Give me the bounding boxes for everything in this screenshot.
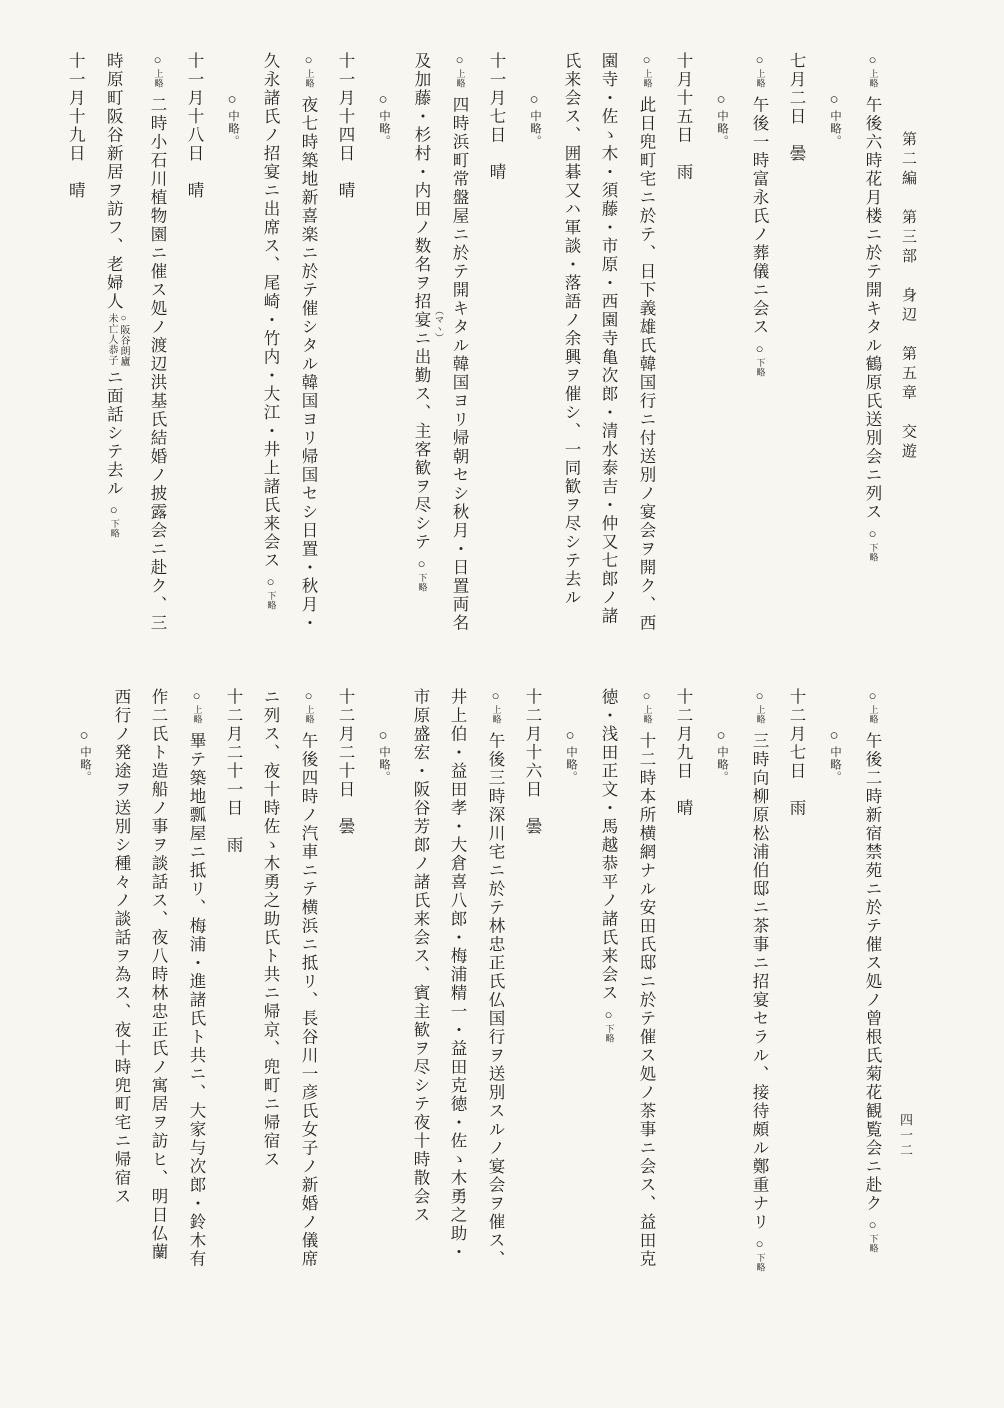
jouryaku-marker <box>299 688 318 724</box>
geryaku-marker <box>412 556 431 592</box>
text-run: 十一月十八日 晴 <box>185 52 204 200</box>
text-run: 午後四時ノ汽車ニテ横浜ニ抵リ、長谷川一彦氏女子ノ新婚ノ儀席 <box>299 732 318 1269</box>
geryaku-marker <box>599 1007 618 1043</box>
diary-text-line <box>411 52 444 652</box>
diary-text-line <box>636 52 656 652</box>
diary-text-line <box>598 688 618 1404</box>
circle-glyph: ○ <box>752 688 767 705</box>
text-run: 十月十五日 雨 <box>674 52 693 182</box>
jouryaku-marker <box>637 52 656 88</box>
text-run: 十一月十四日 晴 <box>336 52 355 200</box>
chuuryaku-marker <box>825 728 844 784</box>
geryaku-marker <box>863 1217 882 1253</box>
marker-small-text: 上略 <box>153 69 164 88</box>
warichu-sub-column: 未亡人恭子 <box>106 313 117 366</box>
jouryaku-marker <box>148 52 167 88</box>
circle-glyph: ○ <box>639 52 654 69</box>
diary-text-line <box>862 688 882 1404</box>
marker-small-text: 中略。 <box>565 746 577 784</box>
circle-glyph: ○ <box>865 525 880 543</box>
chuuryaku-marker <box>525 92 544 148</box>
text-run: 畢テ築地瓢屋ニ抵リ、梅浦・進諸氏ト共ニ、大家与次郎・鈴木有 <box>187 732 206 1269</box>
ellipsis-line <box>74 688 94 1404</box>
text-run: 夜七時築地新喜楽ニ於テ催シタル韓国ヨリ帰国セシ日置・秋月・ <box>299 96 318 633</box>
diary-text-line <box>298 52 318 652</box>
ellipsis-line <box>222 52 242 652</box>
text-run: 午後六時花月楼ニ於テ開キタル鶴原氏送別会ニ列ス <box>863 96 882 522</box>
ellipsis-line <box>373 52 393 652</box>
circle-glyph: ○ <box>224 92 240 110</box>
date-line <box>487 52 506 652</box>
text-run: 徳・浅田正文・馬越恭平ノ諸氏来会ス <box>599 688 618 1003</box>
marker-small-text: 中略。 <box>829 110 841 148</box>
diary-text-line <box>103 52 129 652</box>
text-run: ニ列ス、夜十時佐ゝ木勇之助氏ト共ニ帰京、兜町ニ帰宿ス <box>261 688 280 1169</box>
ellipsis-line <box>711 688 731 1404</box>
diary-text-line <box>186 688 206 1404</box>
diary-text-line <box>599 52 618 652</box>
diary-text-line <box>411 688 430 1404</box>
marker-small-text: 下略 <box>266 591 277 610</box>
marker-small-text: 中略。 <box>227 110 239 148</box>
marker-small-text: 中略。 <box>378 110 390 148</box>
text-run: 七月二日 曇 <box>787 52 806 163</box>
text-run: 二時小石川植物園ニ催ス処ノ渡辺洪基氏結婚ノ披露会ニ赴ク、三 <box>148 96 167 633</box>
date-line <box>224 688 243 1404</box>
marker-small-text: 上略 <box>642 69 653 88</box>
warichu-note <box>105 313 129 367</box>
diary-text-line <box>448 688 467 1404</box>
marker-small-text: 下略 <box>417 572 428 592</box>
date-line <box>336 688 355 1404</box>
jouryaku-marker <box>637 688 656 724</box>
text-run: 三時向柳原松浦伯邸ニ茶事ニ招宴セラル、接待頗ル鄭重ナリ <box>750 732 769 1232</box>
diary-text-line <box>449 52 469 652</box>
circle-glyph: ○ <box>826 728 842 746</box>
circle-glyph: ○ <box>713 728 729 746</box>
jouryaku-marker <box>863 52 882 88</box>
band-bottom <box>58 688 882 1404</box>
diary-text-line <box>636 688 656 1404</box>
marker-small-text: 中略。 <box>79 746 91 784</box>
circle-glyph: ○ <box>865 688 880 705</box>
date-line <box>523 688 542 1404</box>
geryaku-marker <box>750 1236 769 1272</box>
marker-small-text: 中略。 <box>716 110 728 148</box>
running-head: 第二編 第三部 身辺 第五章 交遊 <box>900 131 916 463</box>
text-run: 氏来会ス、囲碁又ハ軍談・落語ノ余興ヲ催シ、一同歓ヲ尽シテ去ル <box>562 52 581 607</box>
chuuryaku-marker <box>374 92 393 148</box>
date-line <box>787 688 806 1404</box>
circle-glyph: ○ <box>713 92 729 110</box>
date-line <box>66 52 85 652</box>
jouryaku-marker <box>486 688 505 724</box>
circle-glyph: ○ <box>414 555 429 573</box>
circle-glyph: ○ <box>562 728 578 746</box>
jouryaku-marker <box>187 688 206 724</box>
marker-small-text: 上略 <box>491 705 502 724</box>
ellipsis-line <box>711 52 731 652</box>
chuuryaku-marker <box>75 728 94 784</box>
page-number: 四一二 <box>898 1113 913 1158</box>
marker-small-text: 中略。 <box>829 746 841 784</box>
circle-glyph: ○ <box>301 688 316 705</box>
marker-small-text: 下略 <box>868 542 879 562</box>
date-line <box>336 52 355 652</box>
chuuryaku-marker <box>223 92 242 148</box>
circle-glyph: ○ <box>826 92 842 110</box>
marker-small-text: 上略 <box>304 69 315 88</box>
marker-small-text: 下略 <box>109 519 120 538</box>
text-run: 午後一時富永氏ノ葬儀ニ会ス <box>750 96 769 337</box>
circle-glyph: ○ <box>752 1235 767 1253</box>
diary-text-line <box>112 688 131 1404</box>
text-run: 十二月二十一日 雨 <box>224 688 243 855</box>
marker-small-text: 中略。 <box>716 746 728 784</box>
marker-small-text: 上略 <box>868 705 879 724</box>
jouryaku-marker <box>450 52 469 88</box>
ellipsis-line <box>560 688 580 1404</box>
date-line <box>185 52 204 652</box>
circle-glyph: ○ <box>865 1217 880 1234</box>
marker-small-text: 上略 <box>868 69 879 88</box>
chuuryaku-marker <box>825 92 844 148</box>
circle-glyph: ○ <box>452 52 467 69</box>
text-run: 時原町阪谷新居ヲ訪フ、老婦人 <box>104 52 124 311</box>
text-run: 十一月七日 晴 <box>487 52 506 182</box>
text-run: 及加藤・杉村・内田ノ数名ヲ招宴ニ <box>412 52 431 348</box>
chuuryaku-marker <box>712 92 731 148</box>
date-line <box>674 52 693 652</box>
circle-glyph: ○ <box>752 340 767 358</box>
text-run: ニ面話シテ去ル <box>104 368 124 498</box>
sic-note-text: （マヽ） <box>434 306 444 342</box>
circle-glyph: ○ <box>488 688 503 705</box>
circle-glyph: ○ <box>752 52 767 69</box>
jouryaku-marker <box>750 52 769 88</box>
circle-glyph: ○ <box>106 502 122 519</box>
diary-text-line <box>261 688 280 1404</box>
jouryaku-marker <box>863 688 882 724</box>
text-run: 西行ノ発途ヲ送別シ種々ノ談話ヲ為ス、夜十時兜町宅ニ帰宿ス <box>112 688 131 1206</box>
text-run: 此日兜町宅ニ於テ、日下義雄氏韓国行ニ付送別ノ宴会ヲ開ク、西 <box>637 96 656 633</box>
text-run: 午後二時新宿禁苑ニ於テ催ス処ノ曾根氏菊花観覧会ニ赴ク <box>863 732 882 1213</box>
marker-small-text: 中略。 <box>378 746 390 784</box>
text-run: 出勤ス、主客歓ヲ尽シテ <box>412 348 431 552</box>
circle-glyph: ○ <box>375 728 391 746</box>
text-run: 十二月二十日 曇 <box>336 688 355 836</box>
circle-glyph: ○ <box>375 92 391 110</box>
marker-small-text: 下略 <box>604 1023 615 1043</box>
geryaku-marker <box>750 341 769 377</box>
text-run: 四時浜町常盤屋ニ於テ開キタル韓国ヨリ帰朝セシ秋月・日置両名 <box>450 96 469 633</box>
marker-small-text: 上略 <box>455 69 466 88</box>
ellipsis-line <box>824 52 844 652</box>
ellipsis-line <box>524 52 544 652</box>
ellipsis-line <box>373 688 393 1404</box>
circle-glyph: ○ <box>639 688 654 705</box>
marker-small-text: 下略 <box>755 1252 766 1272</box>
circle-glyph: ○ <box>301 52 316 69</box>
text-run: 井上伯・益田孝・大倉喜八郎・梅浦精一・益田克徳・佐ゝ木勇之助・ <box>448 688 467 1262</box>
jouryaku-marker <box>299 52 318 88</box>
marker-small-text: 上略 <box>304 705 315 724</box>
geryaku-marker <box>261 574 280 610</box>
circle-glyph: ○ <box>263 574 278 591</box>
marker-small-text: 中略。 <box>529 110 541 148</box>
text-run: 作二氏ト造船ノ事ヲ談話ス、夜八時林忠正氏ノ寓居ヲ訪ヒ、明日仏蘭 <box>149 688 168 1262</box>
chuuryaku-marker <box>374 728 393 784</box>
circle-glyph: ○ <box>76 728 92 746</box>
text-run: 十二月十六日 曇 <box>523 688 542 836</box>
marker-small-text: 上略 <box>192 705 203 724</box>
text-run: 十二時本所横網ナル安田氏邸ニ於テ催ス処ノ茶事ニ会ス、益田克 <box>637 732 656 1269</box>
circle-glyph: ○ <box>526 92 542 110</box>
diary-text-line <box>485 688 505 1404</box>
diary-text-line <box>749 688 769 1404</box>
marker-small-text: 下略 <box>868 1234 879 1253</box>
marker-small-text: 下略 <box>755 357 766 377</box>
chuuryaku-marker <box>561 728 580 784</box>
text-run: 市原盛宏・阪谷芳郎ノ諸氏来会ス、賓主歓ヲ尽シテ夜十時散会ス <box>411 688 430 1225</box>
text-run: 久永諸氏ノ招宴ニ出席ス、尾崎・竹内・大江・井上諸氏来会ス <box>261 52 280 570</box>
diary-text-line <box>298 688 318 1404</box>
diary-text-line <box>149 688 168 1404</box>
chuuryaku-marker <box>712 728 731 784</box>
warichu-sub-column: ○阪谷朗廬 <box>118 313 129 367</box>
band-top <box>60 52 882 652</box>
marker-small-text: 上略 <box>755 705 766 724</box>
text-run: 十二月九日 晴 <box>674 688 693 818</box>
diary-text-line <box>862 52 882 652</box>
text-run: 十一月十九日 晴 <box>66 52 86 200</box>
diary-text-line <box>562 52 581 652</box>
text-run: 十二月七日 雨 <box>787 688 806 818</box>
circle-glyph: ○ <box>601 1006 616 1024</box>
marker-small-text: 上略 <box>755 69 766 88</box>
marker-small-text: 上略 <box>642 705 653 724</box>
circle-glyph: ○ <box>189 688 204 705</box>
date-line <box>787 52 806 652</box>
circle-glyph: ○ <box>865 52 880 69</box>
geryaku-marker <box>863 526 882 562</box>
geryaku-marker <box>104 502 123 538</box>
diary-text-line <box>260 52 280 652</box>
ellipsis-line <box>824 688 844 1404</box>
text-run: 園寺・佐ゝ木・須藤・市原・西園寺亀次郎・清水泰吉・仲又七郎ノ諸 <box>599 52 618 626</box>
circle-glyph: ○ <box>150 52 165 69</box>
diary-text-line <box>749 52 769 652</box>
date-line <box>674 688 693 1404</box>
text-run: 午後三時深川宅ニ於テ林忠正氏仏国行ヲ送別スルノ宴会ヲ催ス、 <box>486 732 505 1269</box>
diary-text-line <box>147 52 167 652</box>
jouryaku-marker <box>750 688 769 724</box>
